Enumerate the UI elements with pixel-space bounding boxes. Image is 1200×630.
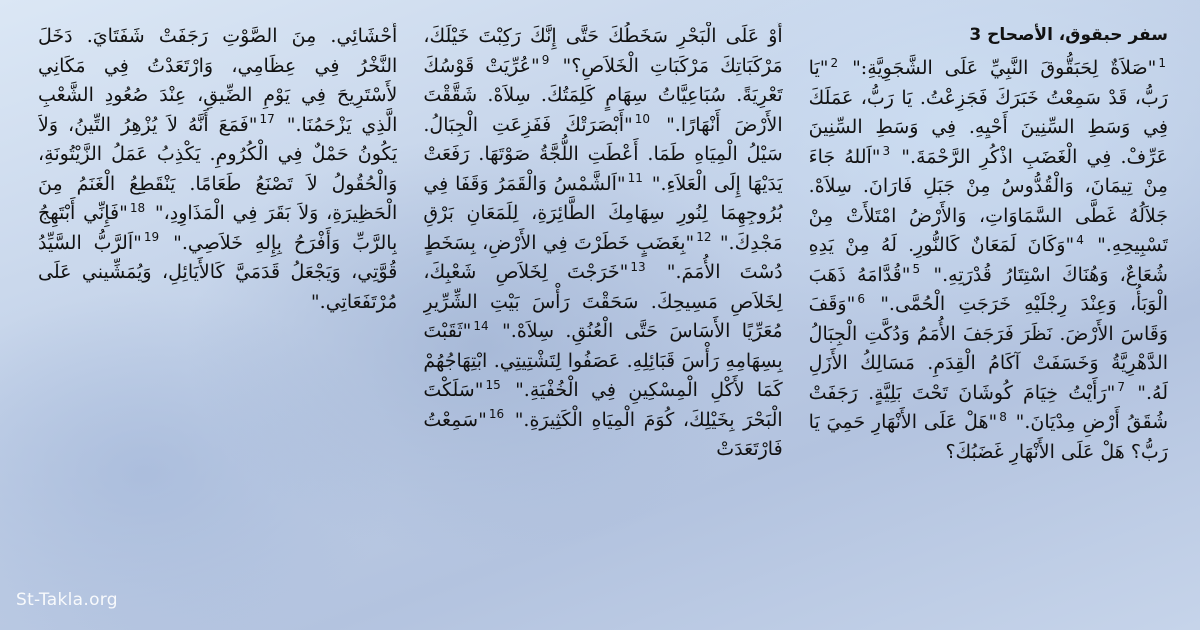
verse-text: "وَقَفَ وَقَاسَ الأَرْضَ. نَظَرَ فَرَجَفَ الأُمَمُ وَدُكَّتِ الْجِبَالُ الدَّهْرِيَّةُ وَخَسَفَتْ آكَامُ الْقِدَمِ. مَسَالِكُ الأَزَلِ لَهُ." xyxy=(808,293,1168,404)
column-3-verses xyxy=(38,22,397,317)
column-1-verses xyxy=(809,54,1168,467)
verse-number: 14 xyxy=(473,318,489,333)
chapter-title: سفر حبقوق، الأصحاح 3 xyxy=(969,25,1168,45)
column-3 xyxy=(38,22,397,582)
verse-number: 8 xyxy=(999,409,1007,424)
verse-text: "يَا رَبُّ، قَدْ سَمِعْتُ خَبَرَكَ فَجَزِعْتُ. يَا رَبُّ، عَمَلَكَ فِي وَسَطِ السِّنِينَ أَحْيِهِ. فِي وَسَطِ السِّنِينَ عَرِّفْ. فِي الْغَضَبِ اذْكُرِ الرَّحْمَةَ." xyxy=(808,57,1168,168)
verse-number: 19 xyxy=(143,230,160,245)
verse-text: "هَلْ عَلَى الأَنْهَارِ حَمِيَ يَا رَبُّ؟ هَلْ عَلَى الأَنْهَارِ غَضَبُكَ؟ xyxy=(808,411,1168,463)
column-1 xyxy=(809,22,1168,582)
verse-text: "وَكَانَ لَمَعَانٌ كَالنُّورِ. لَهُ مِنْ يَدِهِ شُعَاعٌ، وَهُنَاكَ اسْتِتَارُ قُدْرَتِهِ." xyxy=(808,234,1168,286)
verse-number: 7 xyxy=(1117,380,1126,395)
verse-number: 18 xyxy=(129,200,146,215)
verse-number: 13 xyxy=(630,259,646,274)
verse-number: 1 xyxy=(1158,55,1167,70)
verse-text: أَوْ عَلَى الْبَحْرِ سَخَطُكَ حَتَّى إِنَّكَ رَكِبْتَ خَيْلَكَ، مَرْكَبَاتِكَ مَرْكَبَاتِ الْخَلاَصِ؟" xyxy=(423,25,783,77)
column-2-verses xyxy=(423,22,782,465)
verse-number: 16 xyxy=(488,407,505,422)
verse-number: 10 xyxy=(634,112,651,127)
verse-number: 6 xyxy=(857,291,865,306)
verse-text: "فَإِنِّي أَبْتَهِجُ بِالرَّبِّ وَأَفْرَحُ بِإِلهِ خَلاَصِي." xyxy=(38,202,398,254)
verse-text: "عُرِّيَتْ قَوْسُكَ تَعْرِيَةً. سُبَاعِيَّاتُ سِهَامٍ كَلِمَتُكَ. سِلاَهْ. شَقَّقْتَ الأَرْضَ أَنْهَارًا." xyxy=(423,54,783,136)
verse-text: "اَلشَّمْسُ وَالْقَمَرُ وَقَفَا فِي بُرُوجِهِمَا لِنُورِ سِهَامِكَ الطَّائِرَةِ، لِلَمَعَانِ بَرْقِ مَجْدِكَ." xyxy=(423,172,783,254)
verse-number: 15 xyxy=(485,377,501,392)
verse-text: "بِغَضَبٍ خَطَرْتَ فِي الأَرْضِ، بِسَخَطٍ دُسْتَ الأُمَمَ." xyxy=(423,231,783,283)
verse-text: "اَللهُ جَاءَ مِنْ تِيمَانَ، وَالْقُدُّوسُ مِنْ جَبَلِ فَارَانَ. سِلاَهْ. جَلاَلُهُ غَطَّى السَّمَاوَاتِ، وَالأَرْضُ امْتَلأَتْ مِنْ تَسْبِيحِهِ." xyxy=(808,145,1168,256)
verse-text: أَحْشَائِي. مِنَ الصَّوْتِ رَجَفَتْ شَفَتَايَ. دَخَلَ النَّخْرُ فِي عِظَامِي، وَارْتَعَدْتُ فِي مَكَانِي لأَسْتَرِيحَ فِي يَوْمِ الضِّيقِ، عِنْدَ صُعُودِ الشَّعْبِ الَّذِي يَزْحَمُنَا." xyxy=(38,25,398,136)
verse-text: "أَبْصَرَتْكَ فَفَزِعَتِ الْجِبَالُ. سَيْلُ الْمِيَاهِ طَمَا. أَعْطَتِ اللُّجَّةُ صَوْتَهَا. رَفَعَتْ يَدَيْهَا إِلَى الْعَلاَءِ." xyxy=(423,113,783,195)
verse-number: 9 xyxy=(541,53,550,68)
verse-text: "صَلاَةٌ لِحَبَقُّوقَ النَّبِيِّ عَلَى الشَّجَوِيَّةِ:" xyxy=(852,57,1157,79)
verse-text: "اَلرَّبُّ السَّيِّدُ قُوَّتِي، وَيَجْعَلُ قَدَمَيَّ كَالأَيَائِلِ، وَيُمَشِّيني عَلَى مُرْتَفَعَاتِي." xyxy=(38,231,398,313)
column-2 xyxy=(423,22,782,582)
verse-text: "قُدَّامَهُ ذَهَبَ الْوَبَأُ، وَعِنْدَ رِجْلَيْهِ خَرَجَتِ الْحُمَّى." xyxy=(808,263,1168,315)
verse-number: 3 xyxy=(882,144,891,159)
verse-number: 2 xyxy=(830,55,839,70)
verse-text: "ثَقَبْتَ بِسِهَامِهِ رَأْسَ قَبَائِلِهِ. عَصَفُوا لِتَشْتِيتِي. ابْتِهَاجُهُمْ كَمَا لأَكْلِ الْمِسْكِينِ فِي الْخُفْيَةِ." xyxy=(423,320,783,401)
verse-number: 17 xyxy=(259,112,275,127)
verse-text: "رَأَيْتُ خِيَامَ كُوشَانَ تَحْتَ بَلِيَّةٍ. رَجَفَتْ شُقَقُ أَرْضِ مِدْيَانَ." xyxy=(808,381,1168,433)
verse-text: "سَلَكْتَ الْبَحْرَ بِخَيْلِكَ، كُوَمَ الْمِيَاهِ الْكَثِيرَةِ." xyxy=(423,379,783,431)
text-columns xyxy=(38,22,1168,582)
verse-number: 5 xyxy=(912,262,921,277)
verse-number: 11 xyxy=(627,171,643,186)
verse-text: "سَمِعْتُ فَارْتَعَدَتْ xyxy=(423,408,783,460)
verse-text: "خَرَجْتَ لِخَلاَصِ شَعْبِكَ، لِخَلاَصِ مَسِيحِكَ. سَحَقْتَ رَأْسَ بَيْتِ الشِّرِّيرِ مُعَرِّيًا الأَسَاسَ حَتَّى الْعُنُقِ. سِلاَهْ." xyxy=(423,261,783,342)
site-watermark[interactable]: St-Takla.org xyxy=(16,590,118,610)
verse-number: 12 xyxy=(696,230,712,245)
verse-text: "فَمَعَ أَنَّهُ لاَ يُزْهِرُ التِّينُ، وَلاَ يَكُونُ حَمْلٌ فِي الْكُرُومِ. يَكْذِبُ عَمَلُ الزَّيْتُونَةِ، وَالْحُقُولُ لاَ تَصْنَعُ طَعَامًا. يَنْقَطِعُ الْغَنَمُ مِنَ الْحَظِيرَةِ، وَلاَ بَقَرَ فِي الْمَذَاوِدِ،" xyxy=(38,113,398,224)
verse-number: 4 xyxy=(1076,232,1084,247)
